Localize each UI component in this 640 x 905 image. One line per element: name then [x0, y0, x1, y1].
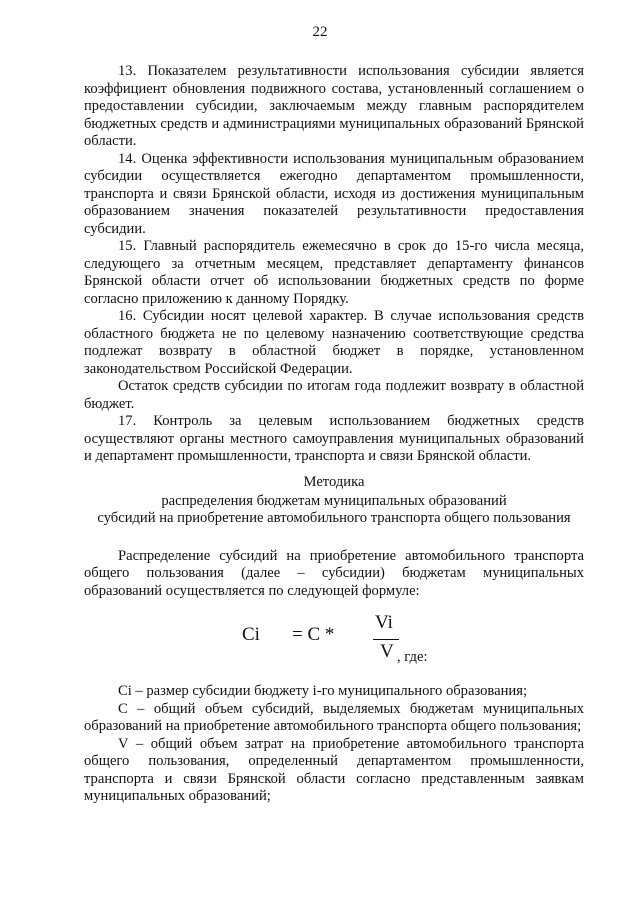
formula-equals: = C *	[292, 624, 335, 645]
clause-16: 16. Субсидии носят целевой характер. В случае использования средств областного бюджета не по целевому назначению соответствующие средства подлежат возврату в областной бюджет в порядке, установленном законодательством Российской Федерации.	[84, 308, 584, 377]
definition-v: V – общий объем затрат на приобретение автомобильного транспорта общего пользования, определенный департаментом промышленности, транспорта и связи Брянской области согласно представленным заявкам муниципальных образований;	[84, 735, 584, 804]
clause-14: 14. Оценка эффективности использования муниципальным образованием субсидии осуществляется ежегодно департаментом промышленности, транспорта и связи Брянской области, исходя из достижения муниципальным образованием значения показателей результативности предоставления субсидии.	[84, 150, 584, 237]
page-number: 22	[312, 24, 328, 40]
methodology-subtitle-line2: субсидий на приобретение автомобильного транспорта общего пользования	[97, 510, 571, 526]
formula-definitions	[84, 683, 584, 806]
formula-numerator: Vi	[375, 612, 393, 633]
fraction-bar	[373, 639, 399, 640]
clause-13: 13. Показателем результативности использования субсидии является коэффициент обновления подвижного состава, установленный соглашением о предоставлении субсидии, заключаемым между главным распорядителем бюджетных средств и администрациями муниципальных образований Брянской области.	[84, 63, 584, 149]
methodology-title: Методика	[303, 474, 365, 490]
methodology-section	[84, 474, 584, 600]
formula-lhs: Ci	[242, 624, 260, 645]
distribution-formula	[240, 612, 440, 672]
definition-ci: Ci – размер субсидии бюджету i-го муниципального образования;	[118, 683, 527, 699]
definition-c: С – общий объем субсидий, выделяемых бюджетам муниципальных образований на приобретение автомобильного транспорта общего пользования;	[84, 700, 584, 734]
numbered-clauses	[84, 63, 584, 466]
clause-16-remainder: Остаток средств субсидии по итогам года подлежит возврату в областной бюджет.	[84, 378, 584, 412]
methodology-intro: Распределение субсидий на приобретение автомобильного транспорта общего пользования (далее – субсидии) бюджетам муниципальных образований осуществляется по следующей формуле:	[84, 547, 584, 599]
formula-denominator: V	[380, 641, 394, 662]
methodology-subtitle-line1: распределения бюджетам муниципальных образований	[161, 492, 507, 509]
clause-15: 15. Главный распорядитель ежемесячно в срок до 15-го числа месяца, следующего за отчетным месяцем, представляет департаменту финансов Брянской области отчет об использовании бюджетных средств по форме согласно приложению к данному Порядку.	[84, 238, 584, 307]
clause-17: 17. Контроль за целевым использованием бюджетных средств осуществляют органы местного самоуправления муниципальных образований и департамент промышленности, транспорта и связи Брянской области.	[84, 413, 584, 464]
formula-where: , где:	[397, 649, 428, 665]
